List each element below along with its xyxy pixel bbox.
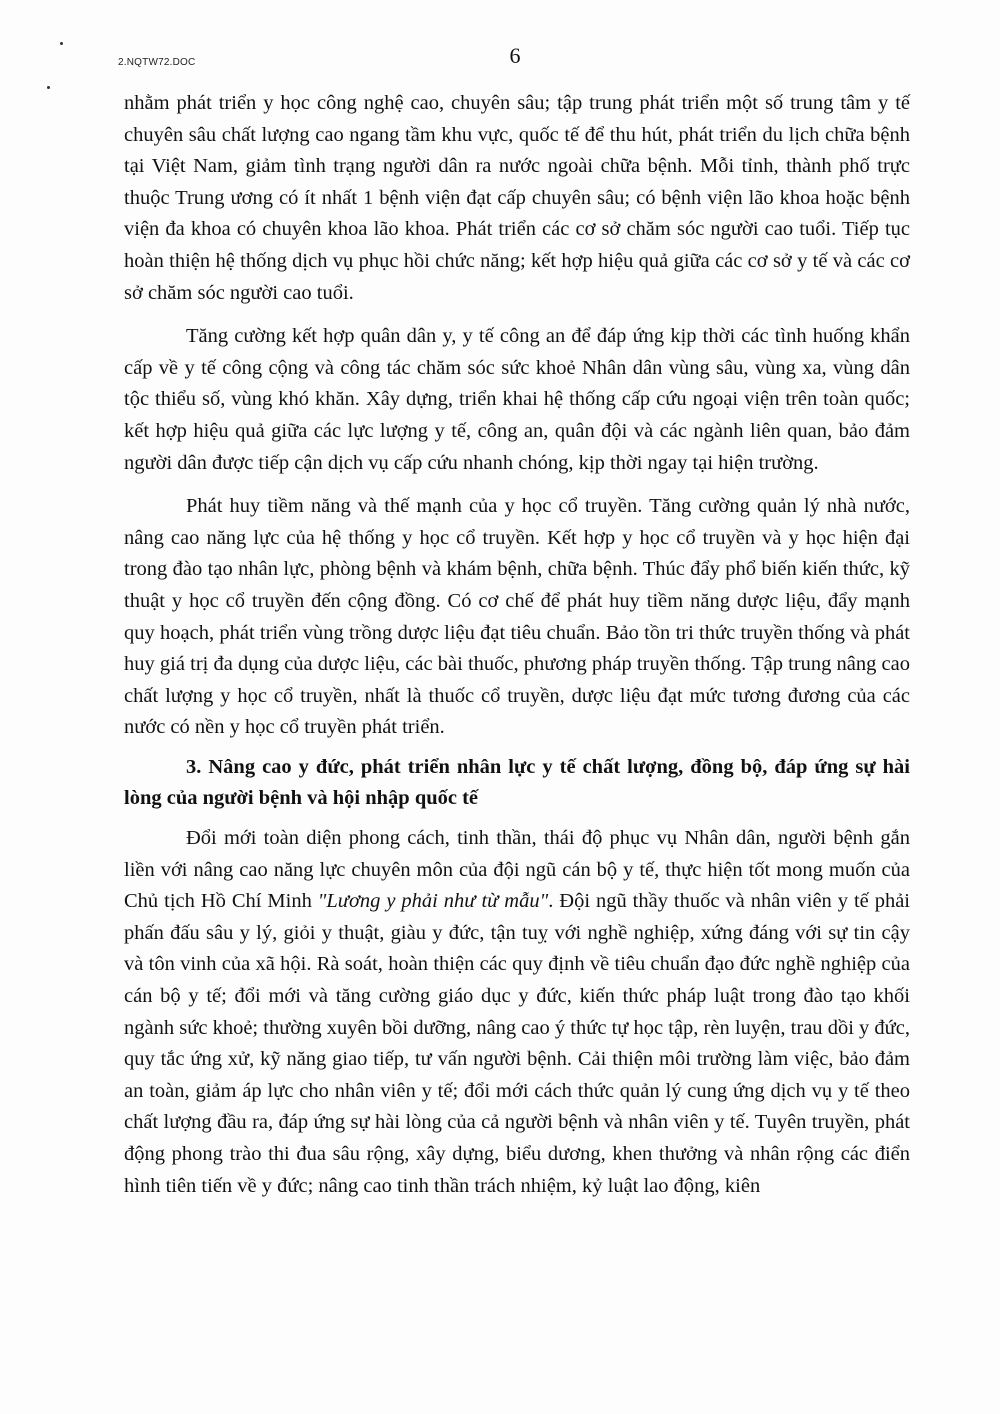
page-number: 6 [509, 43, 521, 68]
section-heading-3: 3. Nâng cao y đức, phát triển nhân lực y tế chất lượng, đồng bộ, đáp ứng sự hài lòng của người bệnh và hội nhập quốc tế [124, 755, 910, 810]
document-body [124, 88, 910, 1202]
ho-chi-minh-quote: "Lương y phải như từ mẫu" [317, 890, 549, 913]
paragraph-2: Tăng cường kết hợp quân dân y, y tế công an để đáp ứng kịp thời các tình huống khẩn cấp về y tế công cộng và công tác chăm sóc sức khoẻ Nhân dân vùng sâu, vùng xa, vùng dân tộc thiểu số, vùng khó khăn. Xây dựng, triển khai hệ thống cấp cứu ngoại viện trên toàn quốc; kết hợp hiệu quả giữa các lực lượng y tế, công an, quân đội và các ngành liên quan, bảo đảm người dân được tiếp cận dịch vụ cấp cứu nhanh chóng, kịp thời ngay tại hiện trường. [124, 325, 910, 474]
paragraph-4 [124, 823, 910, 1202]
file-name-label: 2.NQTW72.DOC [118, 57, 196, 68]
paragraph-3: Phát huy tiềm năng và thế mạnh của y học cổ truyền. Tăng cường quản lý nhà nước, nâng cao năng lực của hệ thống y học cổ truyền. Kết hợp y học cổ truyền và y học hiện đại trong đào tạo nhân lực, phòng bệnh và khám bệnh, chữa bệnh. Thúc đẩy phổ biến kiến thức, kỹ thuật y học cổ truyền đến cộng đồng. Có cơ chế để phát huy tiềm năng dược liệu, đẩy mạnh quy hoạch, phát triển vùng trồng dược liệu đạt tiêu chuẩn. Bảo tồn tri thức truyền thống và phát huy giá trị đa dụng của dược liệu, các bài thuốc, phương pháp truyền thống. Tập trung nâng cao chất lượng y học cổ truyền, nhất là thuốc cổ truyền, dược liệu đạt mức tương đương của các nước có nền y học cổ truyền phát triển. [124, 495, 910, 739]
paragraph-1: nhằm phát triển y học công nghệ cao, chuyên sâu; tập trung phát triển một số trung tâm y tế chuyên sâu chất lượng cao ngang tầm khu vực, quốc tế để thu hút, phát triển du lịch chữa bệnh tại Việt Nam, giảm tình trạng người dân ra nước ngoài chữa bệnh. Mỗi tỉnh, thành phố trực thuộc Trung ương có ít nhất 1 bệnh viện đạt cấp chuyên sâu; có bệnh viện lão khoa hoặc bệnh viện đa khoa có chuyên khoa lão khoa. Phát triển các cơ sở chăm sóc người cao tuổi. Tiếp tục hoàn thiện hệ thống dịch vụ phục hồi chức năng; kết hợp hiệu quả giữa các cơ sở y tế và các cơ sở chăm sóc người cao tuổi. [124, 92, 910, 304]
paragraph-4-start: Đổi mới toàn diện phong cách, tinh thần, thái độ phục vụ Nhân dân, người bệnh gắn liền với nâng cao năng lực chuyên môn của đội ngũ cán bộ y tế, thực hiện tốt mong muốn của Chủ tịch Hồ Chí Minh [124, 827, 910, 913]
scan-speck [47, 86, 50, 89]
paragraph-4-end: . Đội ngũ thầy thuốc và nhân viên y tế phải phấn đấu sâu y lý, giỏi y thuật, giàu y đức, tận tuỵ với nghề nghiệp, xứng đáng với sự tin cậy và tôn vinh của xã hội. Rà soát, hoàn thiện các quy định về tiêu chuẩn đạo đức nghề nghiệp của cán bộ y tế; đổi mới và tăng cường giáo dục y đức, kiến thức pháp luật trong đào tạo khối ngành sức khoẻ; thường xuyên bồi dưỡng, nâng cao ý thức tự học tập, rèn luyện, trau dồi y đức, quy tắc ứng xử, kỹ năng giao tiếp, tư vấn người bệnh. Cải thiện môi trường làm việc, bảo đảm an toàn, giảm áp lực cho nhân viên y tế; đổi mới cách thức quản lý cung ứng dịch vụ y tế theo chất lượng đầu ra, đáp ứng sự hài lòng của cả người bệnh và nhân viên y tế. Tuyên truyền, phát động phong trào thi đua sâu rộng, xây dựng, biểu dương, khen thưởng và nhân rộng các điển hình tiên tiến về y đức; nâng cao tinh thần trách nhiệm, kỷ luật lao động, kiên [124, 890, 910, 1197]
